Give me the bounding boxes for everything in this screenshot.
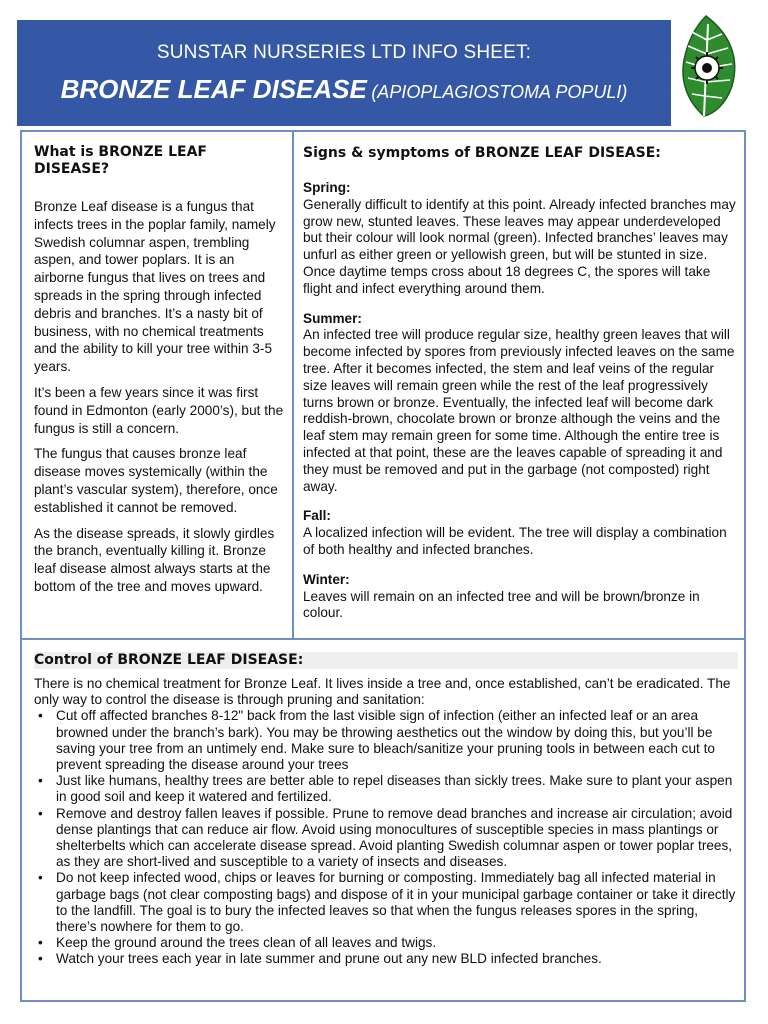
page-title: BRONZE LEAF DISEASE — [60, 74, 367, 104]
bullet-icon: • — [38, 951, 43, 967]
list-item-text: Watch your trees each year in late summer and prune out any new BLD infected branches. — [56, 951, 602, 967]
list-item-text: Keep the ground around the trees clean of all leaves and twigs. — [56, 935, 437, 951]
what-is-paragraph: It’s been a few years since it was first found in Edmonton (early 2000’s), but the fungus is still a concern. — [34, 384, 284, 436]
list-item — [34, 870, 736, 935]
list-item-text: Remove and destroy fallen leaves if possible. Prune to remove dead branches and increase air circulation; avoid dense plantings that can reduce air flow. Avoid using monocultures of susceptible species in mass plantings or shelterbelts which can accelerate disease spread. Avoid planting Swedish columnar aspen or tower poplar trees, as they are short-lived and susceptible to a variety of insects and diseases. — [56, 805, 733, 870]
control-heading: Control of BRONZE LEAF DISEASE: — [34, 652, 738, 669]
leaf-logo-icon — [670, 10, 750, 122]
signs-symptoms-panel — [292, 130, 746, 640]
season-title-fall: Fall: — [303, 508, 331, 524]
seasons-list — [303, 180, 739, 635]
header-banner — [17, 20, 671, 126]
list-item — [34, 806, 736, 871]
control-bullet-list — [34, 708, 736, 967]
control-body — [34, 676, 736, 968]
what-is-paragraph: As the disease spreads, it slowly girdles the branch, eventually killing it. Bronze leaf disease almost always starts at the bottom of the tree and moves upward. — [34, 525, 275, 594]
info-sheet-label: SUNSTAR NURSERIES LTD INFO SHEET: — [156, 42, 532, 63]
bullet-icon: • — [38, 805, 43, 821]
bullet-icon: • — [38, 935, 43, 951]
control-intro: There is no chemical treatment for Bronze Leaf. It lives inside a tree and, once established, can’t be eradicated. The only way to control the disease is through pruning and sanitation: — [34, 676, 731, 708]
bullet-icon: • — [38, 708, 43, 724]
season-title-spring: Spring: — [303, 180, 351, 195]
what-is-paragraph: The fungus that causes bronze leaf disease moves systemically (within the plant’s vascular system), therefore, once established it cannot be removed. — [34, 446, 278, 515]
what-is-heading: What is BRONZE LEAF DISEASE? — [34, 144, 207, 177]
what-is-body — [34, 198, 284, 604]
list-item-text: Cut off affected branches 8-12" back from the last visible sign of infection (either an infected leaf or an area browned under the branch’s bark). You may be throwing aesthetics out the window by doing this, but you’ll be saving your tree from an untimely end. Make sure to bleach/sanitize your pruning tools in between each cut to prevent spreading the disease around your trees — [56, 708, 715, 773]
list-item — [34, 951, 736, 967]
what-is-paragraph: Bronze Leaf disease is a fungus that infects trees in the poplar family, namely Swedish columnar aspen, trembling aspen, and tower poplars. It is an airborne fungus that lives on trees and spreads in the spring through infected debris and branches. It’s a nasty bit of business, with no chemical treatments and the ability to kill your tree within 3-5 years. — [34, 199, 276, 375]
list-item — [34, 708, 736, 773]
scientific-name: (APIOPLAGIOSTOMA POPULI) — [371, 82, 628, 102]
season-title-summer: Summer: — [303, 310, 362, 326]
season-title-winter: Winter: — [303, 571, 350, 587]
season-text-summer: An infected tree will produce regular size, healthy green leaves that will become infected by spores from previously infected leaves on the same tree. After it becomes infected, the stem and leaf veins of the regular size leaves will remain green while the rest of the leaf progressively turns brown or bronze. Eventually, the infected leaf will become dark reddish-brown, chocolate brown or bronze although the veins and the leaf stem may remain green for some time. Although the entire tree is infected at that point, these are the leaves capable of spreading it and they must be removed and put in the garbage (not composted) right away. — [303, 327, 735, 494]
signs-symptoms-heading: Signs & symptoms of BRONZE LEAF DISEASE: — [303, 145, 661, 161]
season-text-fall: A localized infection will be evident. The tree will display a combination of both healthy and infected branches. — [303, 525, 727, 557]
what-is-panel — [20, 130, 294, 640]
season-text-spring: Generally difficult to identify at this point. Already infected branches may grow new, stunted leaves. These leaves may appear underdeveloped but their colour will look normal (green). Infected branches’ leaves may unfurl as either green or yellowish green, but will be stunted in size. Once daytime temps cross about 18 degrees C, the spores will take flight and infect everything around them. — [303, 196, 736, 296]
bullet-icon: • — [38, 870, 43, 886]
season-text-winter: Leaves will remain on an infected tree and will be brown/bronze in colour. — [303, 588, 700, 621]
list-item-text: Just like humans, healthy trees are better able to repel diseases than sickly trees. Make sure to plant your aspen in good soil and keep it watered and fertilized. — [56, 773, 733, 805]
bullet-icon: • — [38, 773, 43, 789]
list-item-text: Do not keep infected wood, chips or leaves for burning or composting. Immediately bag all infected material in garbage bags (not clear composting bags) and dispose of it in your municipal garbage container or take it directly to the landfill. The goal is to bury the infected leaves so that when the fungus releases spores in the spring, there’s nowhere for them to go. — [56, 870, 736, 935]
control-panel — [20, 638, 746, 1002]
list-item — [34, 935, 736, 951]
list-item — [34, 773, 736, 805]
page-title-line — [17, 74, 671, 105]
